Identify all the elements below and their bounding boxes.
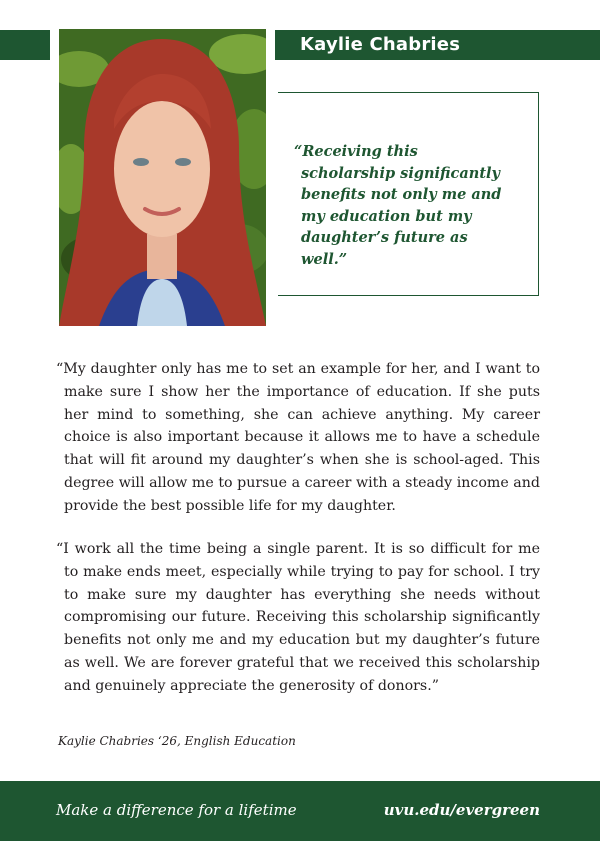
footer [0,781,600,841]
pull-quote: “Receiving this scholarship significantly benefits not only me and my education but my daughter’s future as well.” [294,143,502,268]
footer-url[interactable]: uvu.edu/evergreen [383,801,540,819]
body-paragraph-2: “I work all the time being a single parent. It is so difficult for me to make ends meet, especially while trying to pay for school. I try to make sure my daughter has everything she needs without compromising our future. Receiving this scholarship significantly benefits not only me and my education but my daughter’s future as well. We are forever grateful that we received this scholarship and genuinely appreciate the generosity of donors.” [56,541,540,694]
photo-frame [50,20,275,335]
portrait-photo [59,29,266,326]
student-name: Kaylie Chabries [300,34,461,55]
attribution: Kaylie Chabries ‘26, English Education [58,734,296,748]
footer-tagline: Make a difference for a lifetime [56,801,297,819]
pull-quote-box [278,92,539,296]
body-paragraph-1: “My daughter only has me to set an example for her, and I want to make sure I show her the importance of education. If she puts her mind to something, she can achieve anything. My career choice is also important because it allows me to have a schedule that will fit around my daughter’s when she is school-aged. This degree will allow me to pursue a career with a steady income and provide the best possible life for my daughter. [56,361,540,514]
portrait-illustration [59,29,266,326]
